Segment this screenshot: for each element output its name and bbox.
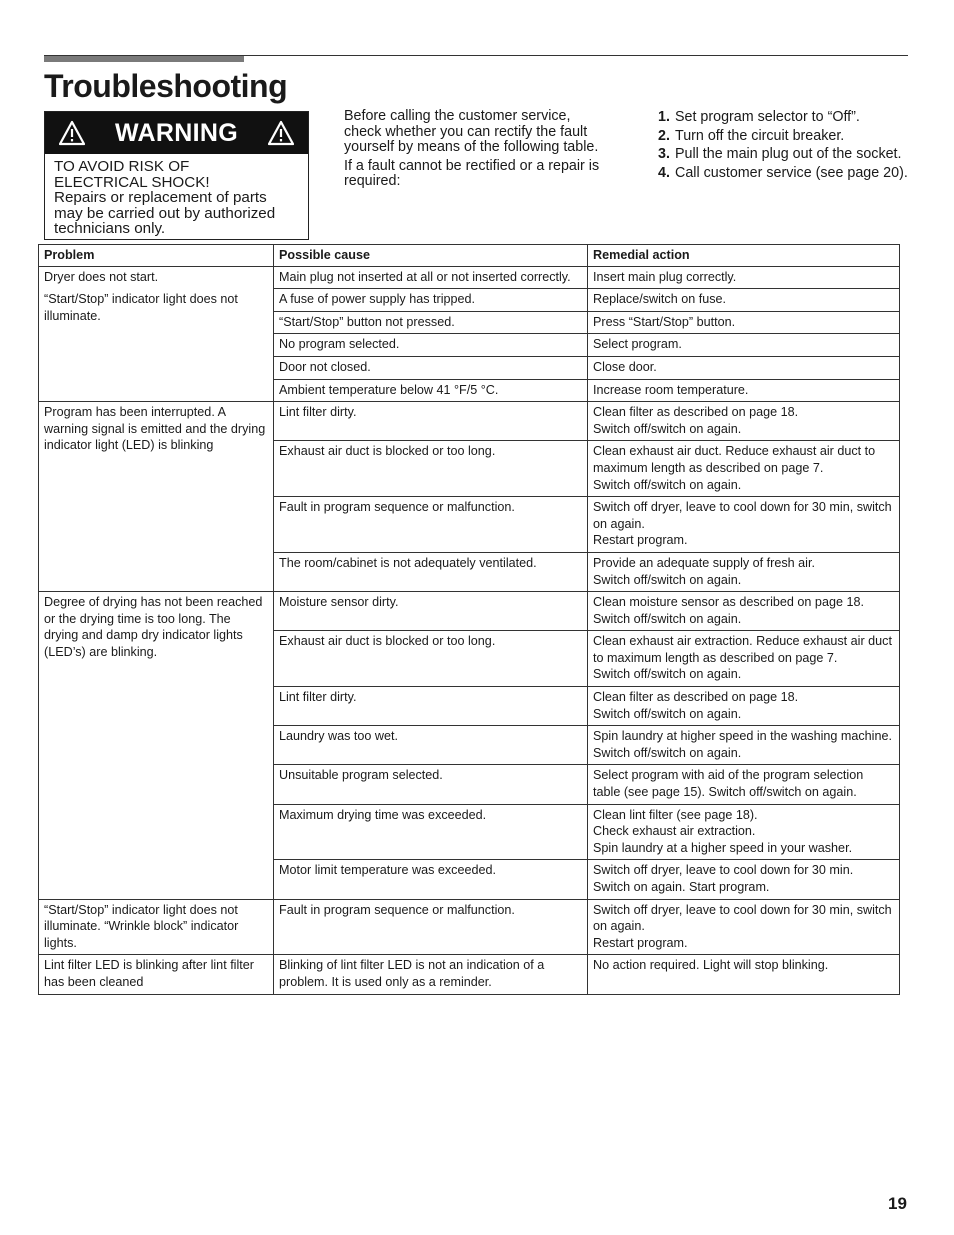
problem-cell: [39, 899, 274, 955]
step-number: 2.: [658, 127, 670, 144]
step-text: Set program selector to “Off”.: [675, 109, 860, 125]
problem-text: Degree of drying has not been reached or the drying time is too long. The drying and damp dry indicator lights (LED’s) are blinking.: [44, 595, 263, 659]
cause-text: Ambient temperature below 41 °F/5 °C.: [279, 382, 499, 397]
cause-text: “Start/Stop” button not pressed.: [279, 314, 455, 329]
action-cell: [588, 334, 900, 357]
table-row: [39, 402, 900, 441]
action-text: Spin laundry at a higher speed in your washer.: [593, 840, 853, 855]
action-cell: [588, 955, 900, 994]
cause-cell: [274, 899, 588, 955]
cause-cell: [274, 356, 588, 379]
action-text: Switch off/switch on again.: [593, 667, 742, 682]
cause-text: Lint filter dirty.: [279, 405, 357, 420]
action-text: Clean filter as described on page 18.: [593, 690, 799, 705]
action-cell: [588, 552, 900, 591]
action-cell: [588, 899, 900, 955]
warning-line: TO AVOID RISK OF: [54, 158, 190, 175]
cause-cell: [274, 497, 588, 553]
action-text: Switch off dryer, leave to cool down for 30 min, switch on again.: [593, 902, 892, 934]
problem-text: Program has been interrupted. A warning signal is emitted and the drying indicator light (LED) is blinking: [44, 405, 266, 453]
cause-text: Exhaust air duct is blocked or too long.: [279, 444, 496, 459]
action-cell: [588, 592, 900, 631]
step-text: Pull the main plug out of the socket.: [675, 146, 902, 162]
action-text: Clean exhaust air duct. Reduce exhaust air duct to maximum length as described on page 7.: [593, 444, 876, 475]
step-number: 4.: [658, 164, 670, 181]
action-text: Increase room temperature.: [593, 382, 749, 397]
step-text: Call customer service (see page 20).: [675, 164, 908, 181]
action-text: Insert main plug correctly.: [593, 269, 737, 284]
action-text: Switch on again. Start program.: [593, 880, 770, 894]
action-cell: [588, 765, 900, 804]
problem-cell: [39, 266, 274, 402]
cause-cell: [274, 552, 588, 591]
column-header-problem: Problem: [39, 245, 274, 267]
cause-text: Laundry was too wet.: [279, 729, 399, 744]
action-text: Provide an adequate supply of fresh air.: [593, 555, 815, 570]
action-text: Switch off/switch on again.: [593, 477, 742, 492]
intro-text: [344, 109, 609, 190]
action-text: Select program.: [593, 337, 682, 352]
problem-cell: [39, 402, 274, 592]
action-text: Select program with aid of the program selection table (see page 15). Switch off/switch on again.: [593, 768, 864, 800]
warning-header: [45, 112, 308, 154]
table-header-row: [39, 245, 900, 267]
table-body: [39, 266, 900, 994]
step-item: [658, 109, 908, 126]
cause-text: The room/cabinet is not adequately ventilated.: [279, 555, 537, 570]
action-cell: [588, 860, 900, 899]
warning-triangle-icon: [268, 120, 294, 146]
action-text: No action required. Light will stop blinking.: [593, 958, 829, 973]
cause-cell: [274, 311, 588, 334]
step-text: Turn off the circuit breaker.: [675, 127, 845, 144]
action-text: Clean moisture sensor as described on page 18.: [593, 595, 864, 610]
troubleshooting-table: [38, 244, 900, 995]
warning-triangle-icon: [59, 120, 85, 146]
action-cell: [588, 311, 900, 334]
warning-line: Repairs or replacement of parts: [54, 189, 267, 207]
action-cell: [588, 289, 900, 312]
action-text: Spin laundry at higher speed in the washing machine. Switch off/switch on again.: [593, 729, 892, 760]
cause-text: A fuse of power supply has tripped.: [279, 292, 476, 307]
cause-text: Main plug not inserted at all or not inserted correctly.: [279, 269, 571, 284]
action-text: Clean lint filter (see page 18).: [593, 807, 758, 822]
cause-text: Moisture sensor dirty.: [279, 595, 399, 610]
cause-text: Fault in program sequence or malfunction.: [279, 902, 515, 917]
cause-cell: [274, 266, 588, 289]
header-accent-bar: [44, 56, 244, 62]
action-text: Check exhaust air extraction.: [593, 824, 756, 839]
cause-text: Door not closed.: [279, 359, 371, 374]
cause-cell: [274, 592, 588, 631]
action-cell: [588, 441, 900, 497]
action-text: Replace/switch on fuse.: [593, 292, 727, 307]
table-row: [39, 899, 900, 955]
cause-text: Exhaust air duct is blocked or too long.: [279, 634, 496, 649]
action-text: Clean exhaust air extraction. Reduce exhaust air duct to maximum length as described on page 7.: [593, 634, 892, 665]
cause-text: Fault in program sequence or malfunction.: [279, 500, 515, 515]
cause-cell: [274, 765, 588, 804]
table-row: [39, 266, 900, 289]
cause-cell: [274, 860, 588, 899]
problem-text: Lint filter LED is blinking after lint filter has been cleaned: [44, 958, 254, 989]
page-number: 19: [888, 1194, 907, 1213]
column-header-cause: Possible cause: [274, 245, 588, 267]
action-cell: [588, 356, 900, 379]
problem-text: “Start/Stop” indicator light does not illuminate. “Wrinkle block” indicator lights.: [44, 902, 239, 950]
step-item: [658, 146, 908, 163]
warning-line: may be carried out by authorized: [54, 204, 276, 222]
table-row: [39, 592, 900, 631]
page-title: Troubleshooting: [44, 68, 288, 104]
cause-cell: [274, 334, 588, 357]
cause-cell: [274, 441, 588, 497]
intro-paragraph: If a fault cannot be rectified or a repair is required:: [344, 157, 600, 189]
action-text: Switch off dryer, leave to cool down for 30 min, switch on again.: [593, 500, 892, 531]
action-text: Switch off dryer, leave to cool down for 30 min.: [593, 863, 854, 878]
problem-text: “Start/Stop” indicator light does not illuminate.: [44, 292, 238, 323]
cause-cell: [274, 402, 588, 441]
column-header-action: Remedial action: [588, 245, 900, 267]
action-cell: [588, 266, 900, 289]
warning-line: technicians only.: [54, 220, 166, 238]
cause-text: Maximum drying time was exceeded.: [279, 807, 487, 822]
cause-text: Motor limit temperature was exceeded.: [279, 863, 496, 878]
warning-text: [45, 154, 308, 237]
action-cell: [588, 497, 900, 553]
problem-text: Dryer does not start.: [44, 269, 159, 284]
action-text: Switch off/switch on again.: [593, 421, 742, 436]
cause-cell: [274, 804, 588, 860]
warning-line: ELECTRICAL SHOCK!: [54, 173, 210, 191]
cause-text: Blinking of lint filter LED is not an indication of a problem. It is used only as a reminder.: [279, 958, 545, 989]
action-text: Close door.: [593, 359, 657, 374]
warning-label: WARNING: [115, 118, 238, 147]
action-text: Press “Start/Stop” button.: [593, 314, 736, 329]
cause-cell: [274, 955, 588, 994]
cause-cell: [274, 687, 588, 726]
action-cell: [588, 402, 900, 441]
cause-cell: [274, 289, 588, 312]
step-number: 1.: [658, 109, 670, 125]
step-number: 3.: [658, 146, 670, 162]
action-cell: [588, 687, 900, 726]
intro-paragraph: Before calling the customer service, check whether you can rectify the fault yourself by means of the following table.: [344, 108, 599, 155]
action-text: Switch off/switch on again.: [593, 572, 742, 587]
warning-box: [44, 111, 309, 240]
step-item: [658, 165, 908, 182]
step-item: [658, 128, 908, 145]
action-text: Restart program.: [593, 533, 688, 548]
steps-list: [658, 109, 908, 181]
action-cell: [588, 804, 900, 860]
problem-cell: [39, 592, 274, 900]
cause-cell: [274, 379, 588, 402]
problem-cell: [39, 955, 274, 994]
action-text: Restart program.: [593, 935, 688, 950]
cause-text: Lint filter dirty.: [279, 690, 357, 705]
cause-text: Unsuitable program selected.: [279, 768, 443, 783]
cause-text: No program selected.: [279, 337, 400, 352]
action-cell: [588, 726, 900, 765]
action-cell: [588, 379, 900, 402]
cause-cell: [274, 631, 588, 687]
cause-cell: [274, 726, 588, 765]
action-text: Switch off/switch on again.: [593, 611, 742, 626]
table-row: [39, 955, 900, 994]
action-text: Switch off/switch on again.: [593, 706, 742, 721]
action-cell: [588, 631, 900, 687]
action-text: Clean filter as described on page 18.: [593, 405, 799, 420]
